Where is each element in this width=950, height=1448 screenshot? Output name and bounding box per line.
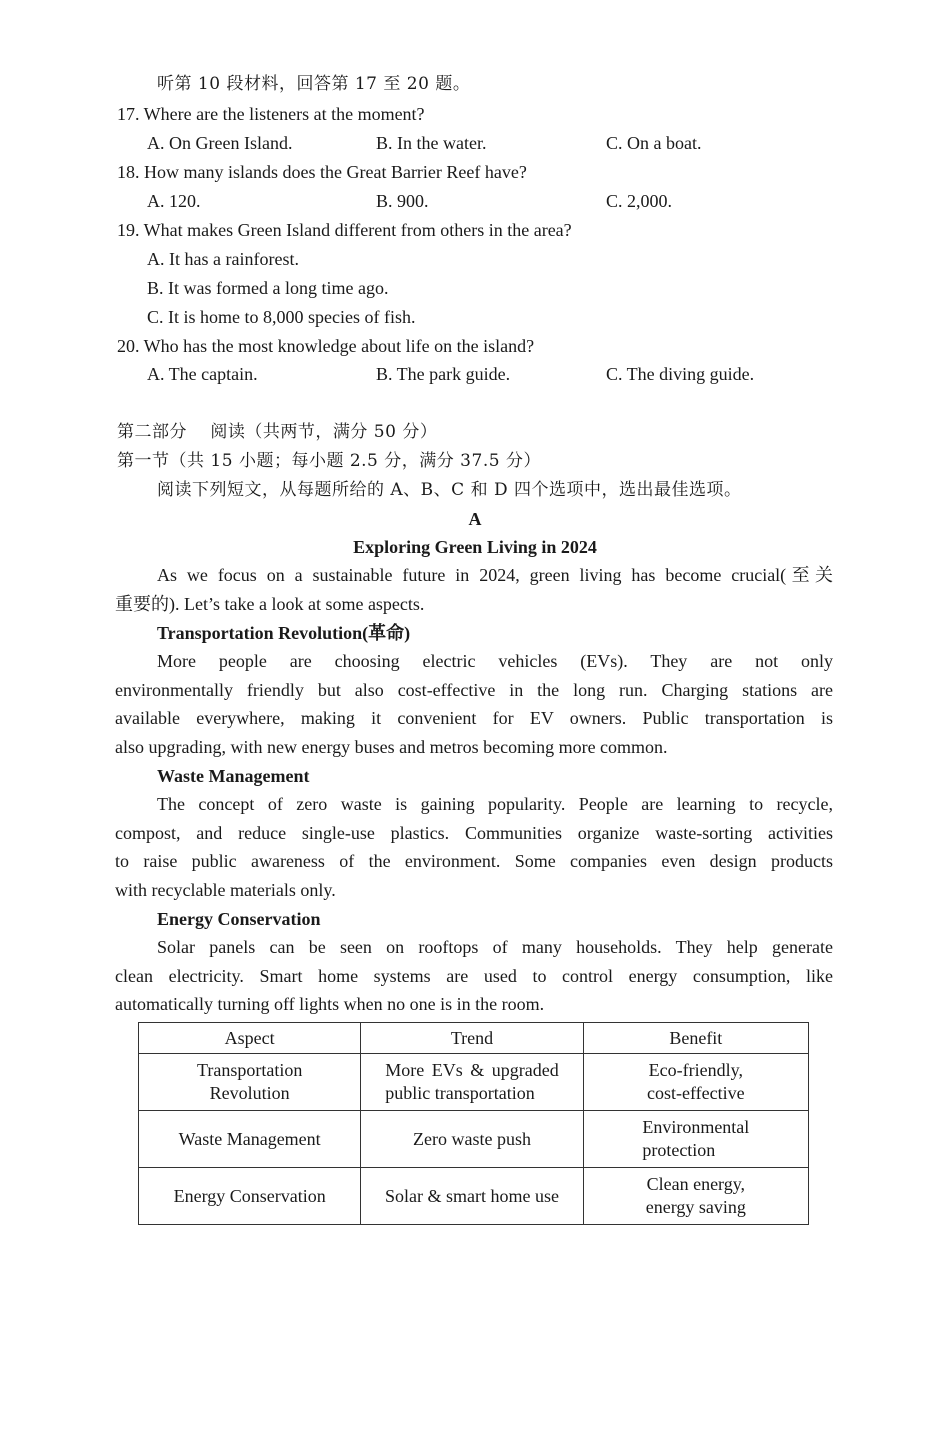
- body-line: The concept of zero waste is gaining popularity. People are learning to recycle,: [157, 794, 833, 814]
- table-row: [139, 1111, 809, 1168]
- section-heading-energy: Energy Conservation: [157, 909, 321, 929]
- question-20-stem: 20. Who has the most knowledge about life on the island?: [117, 336, 535, 356]
- cell-line: Eco-friendly,: [648, 1060, 743, 1080]
- cell-aspect: [139, 1111, 361, 1168]
- cell-line: Environmental: [642, 1117, 750, 1137]
- listening-instruction: 听第 10 段材料，回答第 17 至 20 题。: [157, 74, 471, 94]
- cell-line: public transportation: [385, 1083, 535, 1103]
- question-19-stem: 19. What makes Green Island different from others in the area?: [117, 220, 572, 240]
- body-line: compost, and reduce single-use plastics. Communities organize waste-sorting activities: [115, 822, 833, 843]
- question-17-stem: 17. Where are the listeners at the moment?: [117, 104, 425, 124]
- section-heading-transportation: Transportation Revolution(革命): [157, 623, 411, 643]
- question-18-option-a: A. 120.: [147, 191, 201, 211]
- cell-trend: [361, 1111, 583, 1168]
- body-line: to raise public awareness of the environment. Some companies even design products: [115, 851, 833, 872]
- cell-benefit: [583, 1168, 808, 1225]
- question-17-option-c: C. On a boat.: [606, 133, 702, 153]
- question-19-option-a: A. It has a rainforest.: [147, 249, 299, 269]
- question-18-option-b: B. 900.: [376, 191, 429, 211]
- cell-benefit: [583, 1054, 808, 1111]
- passage-title: Exploring Green Living in 2024: [353, 537, 597, 557]
- intro-line: As we focus on a sustainable future in 2024, green living has become crucial(至关: [157, 565, 833, 585]
- section-body-transportation: [115, 647, 833, 762]
- body-line: with recyclable materials only.: [115, 880, 336, 901]
- question-17-option-b: B. In the water.: [376, 133, 487, 153]
- cell-aspect: [139, 1054, 361, 1111]
- cell-line: energy saving: [645, 1197, 746, 1217]
- cell-line: Energy Conservation: [173, 1185, 326, 1206]
- cell-trend: [361, 1168, 583, 1225]
- table-header-row: [139, 1023, 809, 1054]
- section-heading-waste: Waste Management: [157, 766, 310, 786]
- body-line: also upgrading, with new energy buses and metros becoming more common.: [115, 737, 668, 758]
- table-row: [139, 1054, 809, 1111]
- question-20-option-c: C. The diving guide.: [606, 364, 755, 384]
- reading-instruction: 阅读下列短文，从每题所给的 A、B、C 和 D 四个选项中，选出最佳选项。: [157, 480, 742, 500]
- question-18-stem: 18. How many islands does the Great Barrier Reef have?: [117, 162, 527, 182]
- body-line: environmentally friendly but also cost-effective in the long run. Charging stations are: [115, 679, 833, 700]
- cell-line: Waste Management: [178, 1128, 321, 1149]
- header-aspect: Aspect: [139, 1023, 361, 1054]
- body-line: available everywhere, making it convenient for EV owners. Public transportation is: [115, 708, 833, 729]
- intro-line: 重要的). Let’s take a look at some aspects.: [115, 593, 425, 614]
- header-benefit: Benefit: [583, 1023, 808, 1054]
- cell-line: Zero waste push: [413, 1128, 531, 1149]
- cell-line: Clean energy,: [646, 1174, 746, 1194]
- reading-part-title: 第二部分 阅读（共两节，满分 50 分）: [117, 422, 438, 442]
- passage-intro: [115, 561, 833, 618]
- cell-line: Revolution: [209, 1083, 290, 1103]
- body-line: More people are choosing electric vehicles (EVs). They are not only: [157, 651, 833, 671]
- section-body-waste: [115, 790, 833, 905]
- section-body-energy: [115, 933, 833, 1019]
- question-19-option-b: B. It was formed a long time ago.: [147, 278, 389, 298]
- reading-section-title: 第一节（共 15 小题；每小题 2.5 分，满分 37.5 分）: [117, 451, 541, 471]
- cell-line: More EVs & upgraded: [385, 1060, 559, 1080]
- cell-line: Solar & smart home use: [385, 1185, 559, 1206]
- question-19-option-c: C. It is home to 8,000 species of fish.: [147, 307, 416, 327]
- cell-line: Transportation: [197, 1060, 303, 1080]
- body-line: automatically turning off lights when no one is in the room.: [115, 994, 545, 1015]
- passage-label: A: [468, 509, 482, 529]
- cell-line: cost-effective: [647, 1083, 745, 1103]
- table-row: [139, 1168, 809, 1225]
- body-line: clean electricity. Smart home systems are used to control energy consumption, like: [115, 965, 833, 986]
- cell-benefit: [583, 1111, 808, 1168]
- question-20-option-a: A. The captain.: [147, 364, 258, 384]
- question-17-option-a: A. On Green Island.: [147, 133, 293, 153]
- header-trend: Trend: [361, 1023, 583, 1054]
- question-20-option-b: B. The park guide.: [376, 364, 511, 384]
- question-18-option-c: C. 2,000.: [606, 191, 673, 211]
- cell-aspect: [139, 1168, 361, 1225]
- body-line: Solar panels can be seen on rooftops of many households. They help generate: [157, 937, 833, 957]
- cell-trend: [361, 1054, 583, 1111]
- summary-table: [138, 1022, 809, 1225]
- cell-line: protection: [642, 1140, 716, 1160]
